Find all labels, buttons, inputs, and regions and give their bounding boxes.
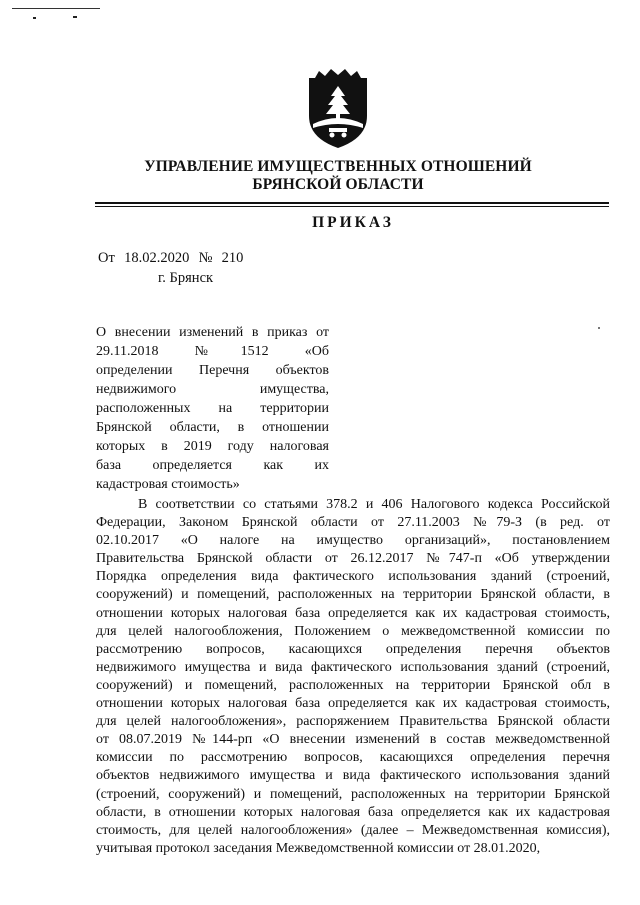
subject-line: база определяется как их	[96, 458, 329, 473]
body-line: (строений, сооружений) и помещений, расположенных на территории Брянской	[96, 786, 610, 802]
body-line: В соответствии со статьями 378.2 и 406 Налогового кодекса Российской	[138, 497, 610, 512]
city: г. Брянск	[158, 270, 214, 286]
subject-line: Брянской области, в отношении	[96, 420, 329, 435]
document-type: ПРИКАЗ	[312, 214, 394, 231]
scan-artifact-dot	[33, 17, 36, 19]
body-line: недвижимого имущества и вида фактического использования зданий (строений,	[96, 659, 610, 675]
subject-line: которых в 2019 году налоговая	[96, 439, 329, 454]
organization-title-line: БРЯНСКОЙ ОБЛАСТИ	[252, 176, 424, 193]
body-paragraph	[96, 496, 610, 858]
body-line: сооружений) и помещений, расположенных на территории Брянской обл в	[96, 677, 610, 693]
body-line: объектов недвижимого имущества и вида фактического использования зданий	[96, 768, 610, 784]
body-line: стоимость, для целей налогообложения» (далее – Межведомственная комиссия),	[96, 822, 610, 838]
subject-line: О внесении изменений в приказ от	[96, 325, 329, 340]
date-prefix: От	[98, 250, 115, 266]
scan-artifact-line	[12, 8, 100, 9]
organization-title	[120, 158, 556, 194]
body-line: для целей налогообложения», распоряжением Правительства Брянской области	[96, 714, 610, 730]
body-line: комиссии по рассмотрению вопросов, касающихся определения перечня	[96, 750, 610, 766]
body-line: учитывая протокол заседания Межведомственной комиссии от 28.01.2020,	[96, 840, 541, 856]
order-number: 210	[221, 250, 244, 266]
body-line: Порядка определения вида фактического использования зданий (строений,	[96, 569, 610, 585]
body-line: сооружений) и помещений, расположенных на территории Брянской области, в	[96, 587, 610, 603]
body-line: Правительства Брянской области от 26.12.2017 №747-п «Об утверждении	[96, 551, 610, 567]
bryansk-coat-of-arms-icon	[305, 68, 371, 150]
body-line: 02.10.2017 «О налоге на имущество организаций», постановлением	[96, 533, 610, 549]
scan-artifact-dot	[598, 327, 600, 329]
body-line: для целей налогообложения, Положением о межведомственной комиссии по	[96, 623, 610, 639]
subject-line: 29.11.2018 №1512 «Об	[96, 344, 329, 359]
body-line: отношении которых налоговая база определяется как их кадастровая стоимость,	[96, 605, 610, 621]
number-label: №	[198, 250, 213, 266]
date-number-line	[98, 249, 245, 267]
organization-title-line: УПРАВЛЕНИЕ ИМУЩЕСТВЕННЫХ ОТНОШЕНИЙ	[144, 158, 532, 175]
order-subject	[96, 323, 329, 494]
body-line: области, в отношении которых налоговая база определяется как их кадастровая	[96, 804, 610, 820]
subject-line: кадастровая стоимость»	[96, 477, 240, 492]
body-line: от 08.07.2019 №144-рп «О внесении изменений в состав межведомственной	[96, 732, 610, 748]
body-line: отношении которых налоговая база определяется как их кадастровая стоимость,	[96, 696, 610, 712]
body-line: Федерации, Законом Брянской области от 27.11.2003 №79-З (в ред. от	[96, 515, 610, 531]
subject-line: расположенных на территории	[96, 401, 329, 416]
scan-artifact-dot	[73, 16, 77, 18]
subject-line: недвижимого имущества,	[96, 382, 329, 397]
subject-line: определении Перечня объектов	[96, 363, 329, 378]
header-rule	[95, 202, 609, 207]
order-date: 18.02.2020	[124, 250, 190, 266]
body-line: рассмотрению вопросов, касающихся определения перечня объектов	[96, 641, 610, 657]
